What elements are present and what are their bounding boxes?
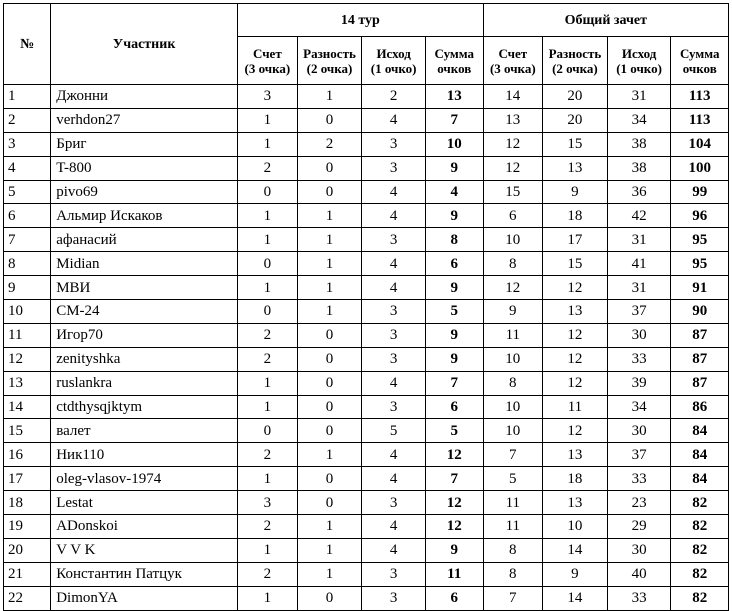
round-score: 0 bbox=[238, 252, 298, 276]
participant-name: афанасий bbox=[51, 228, 238, 252]
total-diff: 18 bbox=[543, 467, 608, 491]
round-diff: 1 bbox=[297, 515, 362, 539]
total-outcome: 39 bbox=[607, 371, 671, 395]
rank-cell: 14 bbox=[4, 395, 51, 419]
round-diff: 0 bbox=[297, 347, 362, 371]
rank-cell: 15 bbox=[4, 419, 51, 443]
total-outcome: 31 bbox=[607, 228, 671, 252]
total-sum: 100 bbox=[671, 156, 729, 180]
total-score: 10 bbox=[483, 419, 543, 443]
participant-name: DimonYA bbox=[51, 586, 238, 610]
total-sum: 87 bbox=[671, 323, 729, 347]
rank-cell: 18 bbox=[4, 491, 51, 515]
total-outcome: 23 bbox=[607, 491, 671, 515]
round-diff: 0 bbox=[297, 419, 362, 443]
round-sum: 8 bbox=[425, 228, 483, 252]
total-sum: 96 bbox=[671, 204, 729, 228]
table-row bbox=[4, 180, 729, 204]
round-diff: 0 bbox=[297, 323, 362, 347]
participant-name: Lestat bbox=[51, 491, 238, 515]
total-score: 6 bbox=[483, 204, 543, 228]
total-outcome: 34 bbox=[607, 395, 671, 419]
round-score: 1 bbox=[238, 586, 298, 610]
round-diff: 0 bbox=[297, 586, 362, 610]
total-diff: 13 bbox=[543, 443, 608, 467]
total-sum: 82 bbox=[671, 562, 729, 586]
total-score: 8 bbox=[483, 252, 543, 276]
total-sum: 82 bbox=[671, 491, 729, 515]
total-score: 14 bbox=[483, 85, 543, 109]
header-num: № bbox=[4, 4, 51, 85]
total-diff: 14 bbox=[543, 538, 608, 562]
total-diff: 12 bbox=[543, 323, 608, 347]
total-sum: 95 bbox=[671, 252, 729, 276]
round-score: 2 bbox=[238, 562, 298, 586]
total-sum: 104 bbox=[671, 132, 729, 156]
round-sum: 6 bbox=[425, 586, 483, 610]
participant-name: Константин Патцук bbox=[51, 562, 238, 586]
round-diff: 1 bbox=[297, 85, 362, 109]
rank-cell: 8 bbox=[4, 252, 51, 276]
round-outcome: 4 bbox=[362, 467, 426, 491]
header-round: 14 тур bbox=[238, 4, 483, 37]
round-sum: 6 bbox=[425, 395, 483, 419]
participant-name: T-800 bbox=[51, 156, 238, 180]
round-score: 2 bbox=[238, 515, 298, 539]
total-diff: 9 bbox=[543, 180, 608, 204]
header-total-outcome: Исход (1 очко) bbox=[607, 37, 671, 85]
round-sum: 9 bbox=[425, 538, 483, 562]
participant-name: ADonskoi bbox=[51, 515, 238, 539]
table-row bbox=[4, 371, 729, 395]
table-row bbox=[4, 467, 729, 491]
round-outcome: 3 bbox=[362, 562, 426, 586]
table-row bbox=[4, 562, 729, 586]
total-diff: 13 bbox=[543, 156, 608, 180]
total-diff: 11 bbox=[543, 395, 608, 419]
total-sum: 113 bbox=[671, 108, 729, 132]
total-score: 9 bbox=[483, 300, 543, 324]
total-outcome: 30 bbox=[607, 538, 671, 562]
total-sum: 82 bbox=[671, 538, 729, 562]
rank-cell: 12 bbox=[4, 347, 51, 371]
total-score: 11 bbox=[483, 515, 543, 539]
total-diff: 18 bbox=[543, 204, 608, 228]
rank-cell: 6 bbox=[4, 204, 51, 228]
round-score: 2 bbox=[238, 156, 298, 180]
total-score: 12 bbox=[483, 276, 543, 300]
participant-name: валет bbox=[51, 419, 238, 443]
total-score: 10 bbox=[483, 228, 543, 252]
round-sum: 9 bbox=[425, 204, 483, 228]
round-diff: 0 bbox=[297, 467, 362, 491]
total-score: 11 bbox=[483, 491, 543, 515]
total-sum: 86 bbox=[671, 395, 729, 419]
rank-cell: 13 bbox=[4, 371, 51, 395]
header-total-diff: Разность (2 очка) bbox=[543, 37, 608, 85]
total-outcome: 37 bbox=[607, 443, 671, 467]
round-score: 3 bbox=[238, 491, 298, 515]
header-round-score: Счет (3 очка) bbox=[238, 37, 298, 85]
total-score: 10 bbox=[483, 347, 543, 371]
round-diff: 1 bbox=[297, 252, 362, 276]
round-outcome: 3 bbox=[362, 132, 426, 156]
total-score: 13 bbox=[483, 108, 543, 132]
participant-name: V V K bbox=[51, 538, 238, 562]
total-diff: 20 bbox=[543, 108, 608, 132]
total-sum: 113 bbox=[671, 85, 729, 109]
total-sum: 99 bbox=[671, 180, 729, 204]
total-diff: 15 bbox=[543, 132, 608, 156]
round-score: 0 bbox=[238, 180, 298, 204]
total-diff: 12 bbox=[543, 276, 608, 300]
total-outcome: 36 bbox=[607, 180, 671, 204]
participant-name: Бриг bbox=[51, 132, 238, 156]
round-score: 1 bbox=[238, 204, 298, 228]
participant-name: CM-24 bbox=[51, 300, 238, 324]
rank-cell: 5 bbox=[4, 180, 51, 204]
round-diff: 0 bbox=[297, 371, 362, 395]
round-sum: 9 bbox=[425, 156, 483, 180]
total-outcome: 30 bbox=[607, 419, 671, 443]
round-outcome: 3 bbox=[362, 347, 426, 371]
round-score: 1 bbox=[238, 538, 298, 562]
table-row bbox=[4, 515, 729, 539]
total-outcome: 30 bbox=[607, 323, 671, 347]
round-outcome: 4 bbox=[362, 204, 426, 228]
round-sum: 12 bbox=[425, 491, 483, 515]
round-outcome: 2 bbox=[362, 85, 426, 109]
total-sum: 84 bbox=[671, 443, 729, 467]
round-score: 2 bbox=[238, 347, 298, 371]
round-outcome: 3 bbox=[362, 228, 426, 252]
round-diff: 1 bbox=[297, 562, 362, 586]
round-outcome: 3 bbox=[362, 300, 426, 324]
total-outcome: 41 bbox=[607, 252, 671, 276]
participant-name: ctdthysqjktym bbox=[51, 395, 238, 419]
total-outcome: 33 bbox=[607, 347, 671, 371]
round-diff: 1 bbox=[297, 204, 362, 228]
table-row bbox=[4, 538, 729, 562]
table-row bbox=[4, 395, 729, 419]
round-score: 1 bbox=[238, 371, 298, 395]
round-outcome: 4 bbox=[362, 515, 426, 539]
total-outcome: 33 bbox=[607, 467, 671, 491]
round-score: 2 bbox=[238, 443, 298, 467]
round-score: 2 bbox=[238, 323, 298, 347]
round-sum: 7 bbox=[425, 467, 483, 491]
participant-name: zenityshka bbox=[51, 347, 238, 371]
participant-name: МВИ bbox=[51, 276, 238, 300]
round-sum: 7 bbox=[425, 108, 483, 132]
total-sum: 82 bbox=[671, 515, 729, 539]
total-outcome: 33 bbox=[607, 586, 671, 610]
participant-name: oleg-vlasov-1974 bbox=[51, 467, 238, 491]
round-score: 1 bbox=[238, 467, 298, 491]
round-diff: 1 bbox=[297, 300, 362, 324]
total-score: 12 bbox=[483, 132, 543, 156]
round-sum: 10 bbox=[425, 132, 483, 156]
round-sum: 13 bbox=[425, 85, 483, 109]
total-diff: 9 bbox=[543, 562, 608, 586]
round-diff: 0 bbox=[297, 108, 362, 132]
round-diff: 1 bbox=[297, 276, 362, 300]
round-sum: 12 bbox=[425, 515, 483, 539]
rank-cell: 19 bbox=[4, 515, 51, 539]
total-diff: 15 bbox=[543, 252, 608, 276]
round-score: 0 bbox=[238, 419, 298, 443]
total-sum: 95 bbox=[671, 228, 729, 252]
total-sum: 90 bbox=[671, 300, 729, 324]
round-outcome: 4 bbox=[362, 276, 426, 300]
round-sum: 9 bbox=[425, 276, 483, 300]
rank-cell: 1 bbox=[4, 85, 51, 109]
round-outcome: 4 bbox=[362, 538, 426, 562]
total-outcome: 31 bbox=[607, 276, 671, 300]
total-outcome: 38 bbox=[607, 132, 671, 156]
round-diff: 1 bbox=[297, 228, 362, 252]
round-outcome: 3 bbox=[362, 323, 426, 347]
table-row bbox=[4, 156, 729, 180]
header-round-outcome: Исход (1 очко) bbox=[362, 37, 426, 85]
total-outcome: 37 bbox=[607, 300, 671, 324]
round-diff: 0 bbox=[297, 156, 362, 180]
round-outcome: 4 bbox=[362, 252, 426, 276]
round-diff: 1 bbox=[297, 443, 362, 467]
table-row bbox=[4, 204, 729, 228]
round-sum: 11 bbox=[425, 562, 483, 586]
table-row bbox=[4, 300, 729, 324]
round-outcome: 5 bbox=[362, 419, 426, 443]
table-row bbox=[4, 443, 729, 467]
total-diff: 14 bbox=[543, 586, 608, 610]
header-round-sum: Сумма очков bbox=[425, 37, 483, 85]
total-diff: 12 bbox=[543, 347, 608, 371]
rank-cell: 2 bbox=[4, 108, 51, 132]
round-sum: 4 bbox=[425, 180, 483, 204]
participant-name: Альмир Искаков bbox=[51, 204, 238, 228]
participant-name: pivo69 bbox=[51, 180, 238, 204]
table-row bbox=[4, 252, 729, 276]
total-score: 15 bbox=[483, 180, 543, 204]
total-diff: 13 bbox=[543, 491, 608, 515]
participant-name: Ник110 bbox=[51, 443, 238, 467]
round-score: 1 bbox=[238, 108, 298, 132]
round-diff: 0 bbox=[297, 395, 362, 419]
rank-cell: 4 bbox=[4, 156, 51, 180]
rank-cell: 9 bbox=[4, 276, 51, 300]
round-sum: 9 bbox=[425, 347, 483, 371]
table-row bbox=[4, 276, 729, 300]
total-sum: 91 bbox=[671, 276, 729, 300]
total-sum: 84 bbox=[671, 467, 729, 491]
rank-cell: 20 bbox=[4, 538, 51, 562]
round-outcome: 3 bbox=[362, 156, 426, 180]
total-sum: 87 bbox=[671, 371, 729, 395]
round-sum: 5 bbox=[425, 419, 483, 443]
table-row bbox=[4, 419, 729, 443]
rank-cell: 7 bbox=[4, 228, 51, 252]
standings-table bbox=[3, 3, 729, 611]
header-total-score: Счет (3 очка) bbox=[483, 37, 543, 85]
header-total-sum: Сумма очков bbox=[671, 37, 729, 85]
header-participant: Участник bbox=[51, 4, 238, 85]
total-score: 7 bbox=[483, 443, 543, 467]
total-outcome: 34 bbox=[607, 108, 671, 132]
total-outcome: 42 bbox=[607, 204, 671, 228]
rank-cell: 10 bbox=[4, 300, 51, 324]
table-row bbox=[4, 85, 729, 109]
total-score: 11 bbox=[483, 323, 543, 347]
round-diff: 0 bbox=[297, 180, 362, 204]
round-score: 1 bbox=[238, 132, 298, 156]
round-score: 3 bbox=[238, 85, 298, 109]
table-row bbox=[4, 491, 729, 515]
round-diff: 1 bbox=[297, 538, 362, 562]
header-overall: Общий зачет bbox=[483, 4, 728, 37]
round-outcome: 4 bbox=[362, 108, 426, 132]
participant-name: Джонни bbox=[51, 85, 238, 109]
table-row bbox=[4, 108, 729, 132]
total-diff: 17 bbox=[543, 228, 608, 252]
total-sum: 87 bbox=[671, 347, 729, 371]
rank-cell: 11 bbox=[4, 323, 51, 347]
round-diff: 0 bbox=[297, 491, 362, 515]
round-score: 1 bbox=[238, 276, 298, 300]
participant-name: ruslankra bbox=[51, 371, 238, 395]
total-diff: 10 bbox=[543, 515, 608, 539]
round-score: 0 bbox=[238, 300, 298, 324]
total-outcome: 29 bbox=[607, 515, 671, 539]
round-outcome: 3 bbox=[362, 586, 426, 610]
total-diff: 13 bbox=[543, 300, 608, 324]
total-outcome: 38 bbox=[607, 156, 671, 180]
total-score: 7 bbox=[483, 586, 543, 610]
round-score: 1 bbox=[238, 395, 298, 419]
rank-cell: 3 bbox=[4, 132, 51, 156]
total-score: 8 bbox=[483, 538, 543, 562]
rank-cell: 22 bbox=[4, 586, 51, 610]
round-sum: 9 bbox=[425, 323, 483, 347]
total-score: 10 bbox=[483, 395, 543, 419]
header-round-diff: Разность (2 очка) bbox=[297, 37, 362, 85]
total-diff: 12 bbox=[543, 419, 608, 443]
table-row bbox=[4, 323, 729, 347]
total-score: 8 bbox=[483, 562, 543, 586]
table-row bbox=[4, 347, 729, 371]
total-sum: 82 bbox=[671, 586, 729, 610]
rank-cell: 21 bbox=[4, 562, 51, 586]
round-outcome: 3 bbox=[362, 491, 426, 515]
participant-name: verhdon27 bbox=[51, 108, 238, 132]
round-outcome: 4 bbox=[362, 443, 426, 467]
round-sum: 6 bbox=[425, 252, 483, 276]
round-outcome: 4 bbox=[362, 371, 426, 395]
total-diff: 20 bbox=[543, 85, 608, 109]
total-score: 5 bbox=[483, 467, 543, 491]
participant-name: Игор70 bbox=[51, 323, 238, 347]
table-row bbox=[4, 132, 729, 156]
total-diff: 12 bbox=[543, 371, 608, 395]
rank-cell: 16 bbox=[4, 443, 51, 467]
total-sum: 84 bbox=[671, 419, 729, 443]
rank-cell: 17 bbox=[4, 467, 51, 491]
total-outcome: 40 bbox=[607, 562, 671, 586]
round-score: 1 bbox=[238, 228, 298, 252]
total-score: 12 bbox=[483, 156, 543, 180]
round-sum: 7 bbox=[425, 371, 483, 395]
round-sum: 5 bbox=[425, 300, 483, 324]
round-outcome: 3 bbox=[362, 395, 426, 419]
total-score: 8 bbox=[483, 371, 543, 395]
participant-name: Midian bbox=[51, 252, 238, 276]
round-diff: 2 bbox=[297, 132, 362, 156]
table-row bbox=[4, 586, 729, 610]
total-outcome: 31 bbox=[607, 85, 671, 109]
round-outcome: 4 bbox=[362, 180, 426, 204]
table-row bbox=[4, 228, 729, 252]
round-sum: 12 bbox=[425, 443, 483, 467]
